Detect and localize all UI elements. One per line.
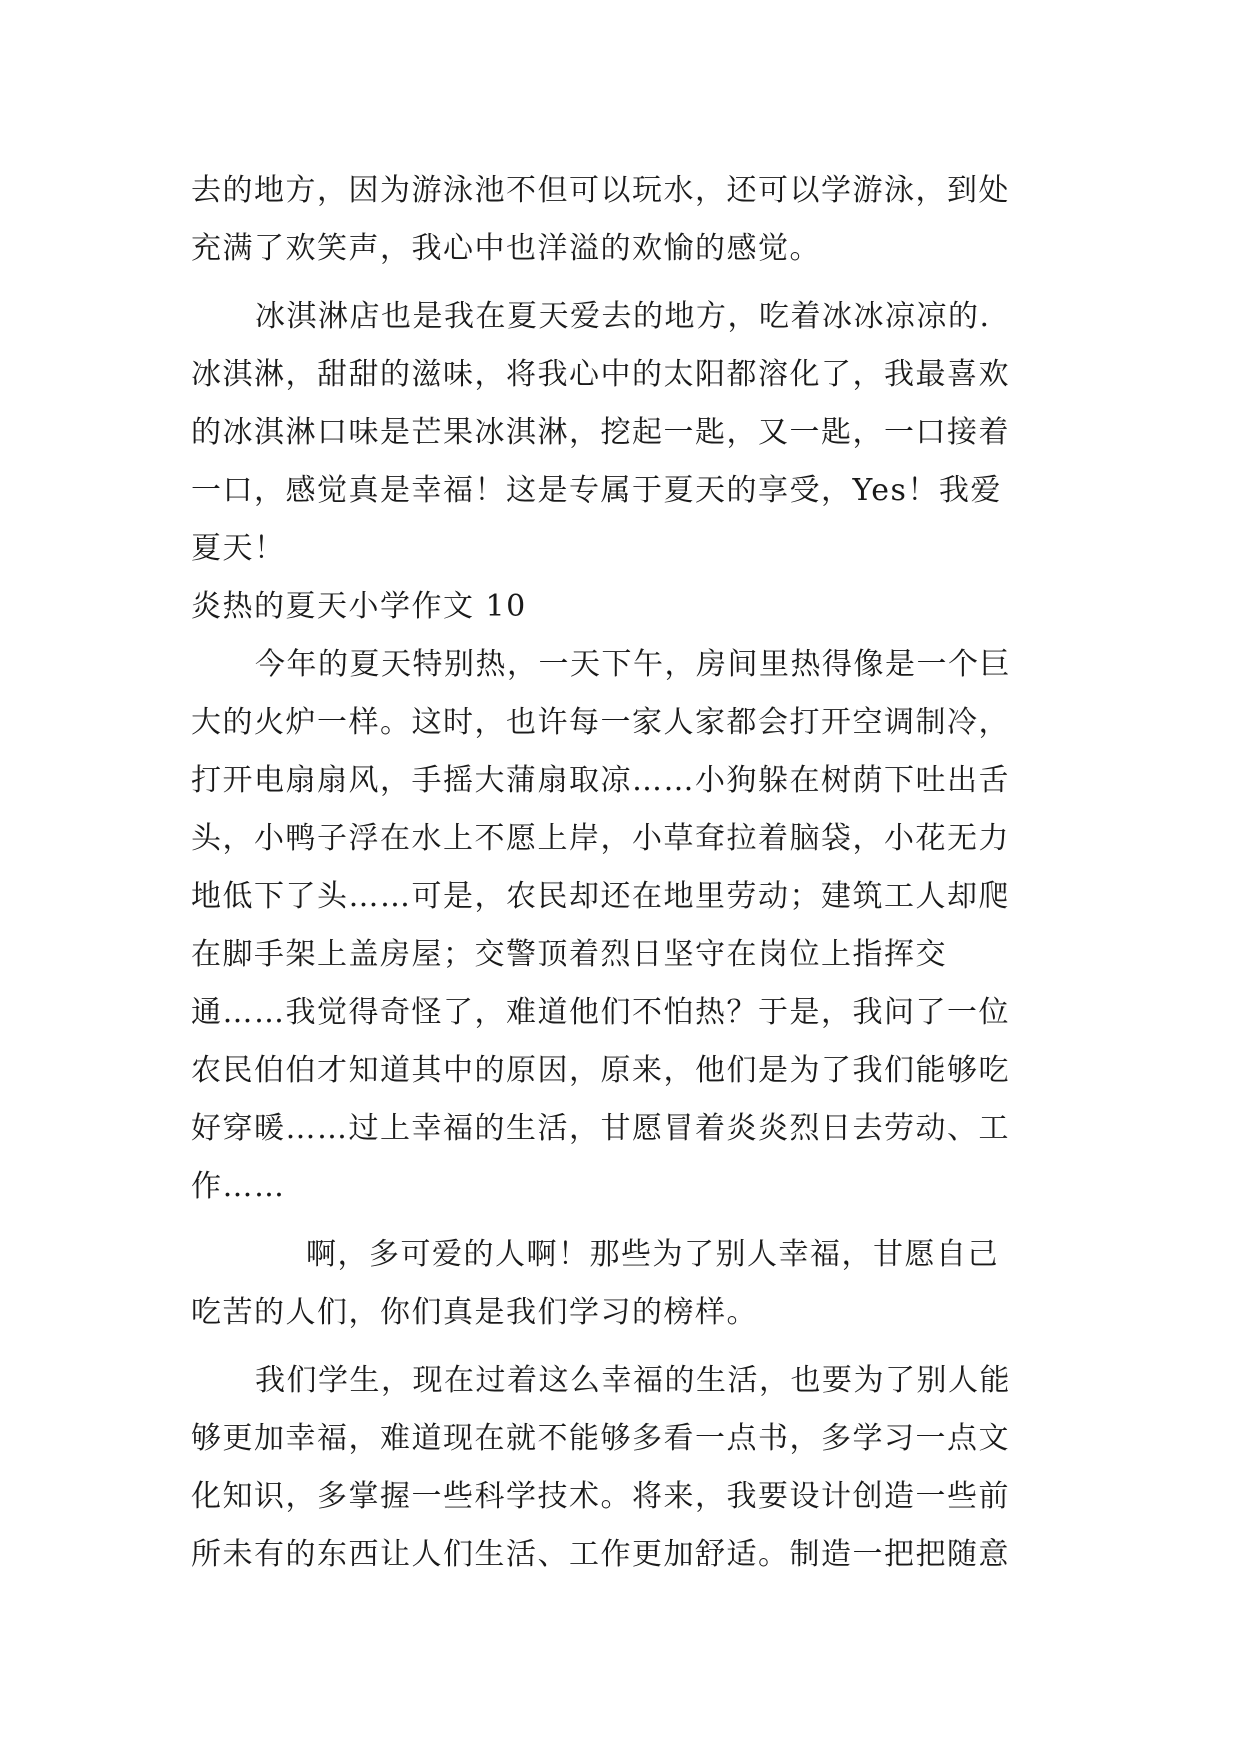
text-line: 去的地方，因为游泳池不但可以玩水，还可以学游泳，到处 <box>191 173 1010 208</box>
essay-body <box>191 162 1051 1584</box>
text-line: 地低下了头……可是，农民却还在地里劳动；建筑工人却爬 <box>191 879 1010 914</box>
text-line: 打开电扇扇风，手摇大蒲扇取凉……小狗躲在树荫下吐出舌 <box>191 763 1010 798</box>
text-line: 通……我觉得奇怪了，难道他们不怕热？于是，我问了一位 <box>191 995 1010 1030</box>
paragraph-start: 今年的夏天特别热，一天下午，房间里热得像是一个巨 <box>255 647 1011 682</box>
paragraph-start: 冰淇淋店也是我在夏天爱去的地方，吃着冰冰凉凉的. <box>255 299 991 334</box>
text-line: 农民伯伯才知道其中的原因，原来，他们是为了我们能够吃 <box>191 1053 1010 1088</box>
text-line: 夏天！ <box>191 531 286 566</box>
text-line: 作…… <box>191 1169 286 1204</box>
text-line: 在脚手架上盖房屋；交警顶着烈日坚守在岗位上指挥交 <box>191 937 947 972</box>
text-line: 好穿暖……过上幸福的生活，甘愿冒着炎炎烈日去劳动、工 <box>191 1111 1010 1146</box>
text-line: 够更加幸福，难道现在就不能够多看一点书，多学习一点文 <box>191 1421 1010 1456</box>
text-line: 冰淇淋，甜甜的滋味，将我心中的太阳都溶化了，我最喜欢 <box>191 357 1010 392</box>
text-line: 化知识，多掌握一些科学技术。将来，我要设计创造一些前 <box>191 1479 1010 1514</box>
text-line: 充满了欢笑声，我心中也洋溢的欢愉的感觉。 <box>191 231 821 266</box>
text-line: 一口，感觉真是幸福！这是专属于夏天的享受，Yes！我爱 <box>191 473 1002 508</box>
text-line: 所未有的东西让人们生活、工作更加舒适。制造一把把随意 <box>191 1537 1010 1572</box>
text-line: 的冰淇淋口味是芒果冰淇淋，挖起一匙，又一匙，一口接着 <box>191 415 1010 450</box>
text-line: 大的火炉一样。这时，也许每一家人家都会打开空调制冷， <box>191 705 1010 740</box>
paragraph-start: 我们学生，现在过着这么幸福的生活，也要为了别人能 <box>255 1363 1011 1398</box>
text-line: 吃苦的人们，你们真是我们学习的榜样。 <box>191 1295 758 1330</box>
paragraph-start: 啊，多可爱的人啊！那些为了别人幸福，甘愿自己 <box>306 1237 999 1272</box>
essay-title: 炎热的夏天小学作文 10 <box>191 589 527 624</box>
text-line: 头，小鸭子浮在水上不愿上岸，小草耷拉着脑袋，小花无力 <box>191 821 1010 856</box>
